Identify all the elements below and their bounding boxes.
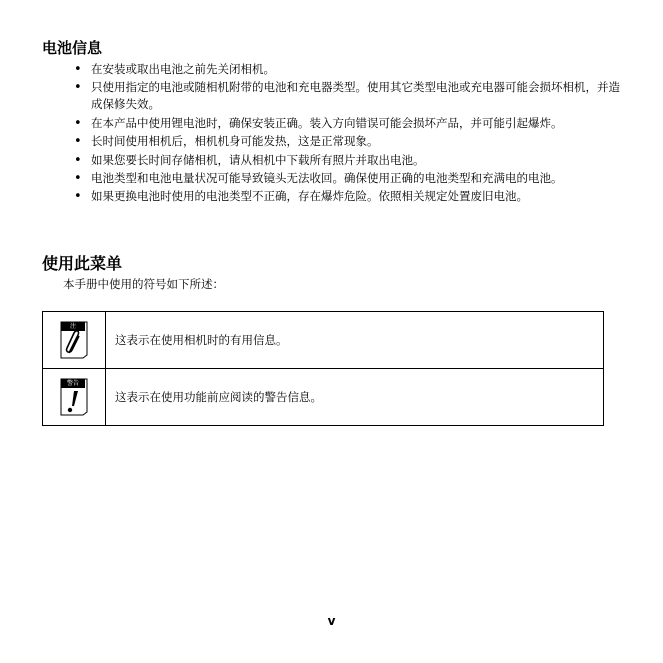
list-item xyxy=(70,79,622,113)
list-item xyxy=(70,152,622,169)
table-row xyxy=(43,369,604,426)
list-item xyxy=(70,188,622,205)
list-item xyxy=(70,61,622,78)
bullet-icon: • xyxy=(74,189,82,205)
symbols-intro-text: 本手册中使用的符号如下所述： xyxy=(63,277,224,291)
warning-icon-cell xyxy=(43,369,106,426)
list-item xyxy=(70,170,622,187)
list-item xyxy=(70,133,622,150)
bullet-text: 电池类型和电池电量状况可能导致镜头无法收回。确保使用正确的电池类型和充满电的电池。 xyxy=(91,170,563,185)
page-number: v xyxy=(327,614,336,628)
bullet-text: 如果您要长时间存储相机，请从相机中下载所有照片并取出电池。 xyxy=(91,152,425,167)
bullet-icon: • xyxy=(74,134,82,150)
battery-info-heading: 电池信息 xyxy=(42,39,103,57)
bullet-icon: • xyxy=(74,152,82,168)
note-tag-label: 注 xyxy=(61,322,85,331)
using-menu-heading: 使用此菜单 xyxy=(42,254,123,273)
bullet-icon: • xyxy=(74,62,82,77)
note-icon-cell xyxy=(43,312,106,369)
warning-tag-label: 警告 xyxy=(61,379,85,388)
note-description: 这表示在使用相机时的有用信息。 xyxy=(106,312,604,369)
bullet-text: 长时间使用相机后，相机机身可能发热，这是正常现象。 xyxy=(91,134,379,149)
bullet-text: 在安装或取出电池之前先关闭相机。 xyxy=(91,62,275,76)
warning-description: 这表示在使用功能前应阅读的警告信息。 xyxy=(106,369,604,426)
symbols-table xyxy=(42,311,604,426)
bullet-icon: • xyxy=(74,115,82,131)
bullet-icon: • xyxy=(74,80,82,96)
bullet-text: 如果更换电池时使用的电池类型不正确，存在爆炸危险。依照相关规定处置废旧电池。 xyxy=(91,189,528,204)
list-item xyxy=(70,115,622,132)
paperclip-note-icon xyxy=(59,321,89,359)
bullet-text: 在本产品中使用锂电池时，确保安装正确。装入方向错误可能会损坏产品，并可能引起爆炸。 xyxy=(91,115,563,130)
exclamation-warning-icon xyxy=(59,378,89,416)
table-row xyxy=(43,312,604,369)
bullet-text: 只使用指定的电池或随相机附带的电池和充电器类型。使用其它类型电池或充电器可能会损坏相机，并造成保修失效。 xyxy=(91,80,620,112)
battery-info-list xyxy=(70,61,622,207)
bullet-icon: • xyxy=(74,170,82,186)
